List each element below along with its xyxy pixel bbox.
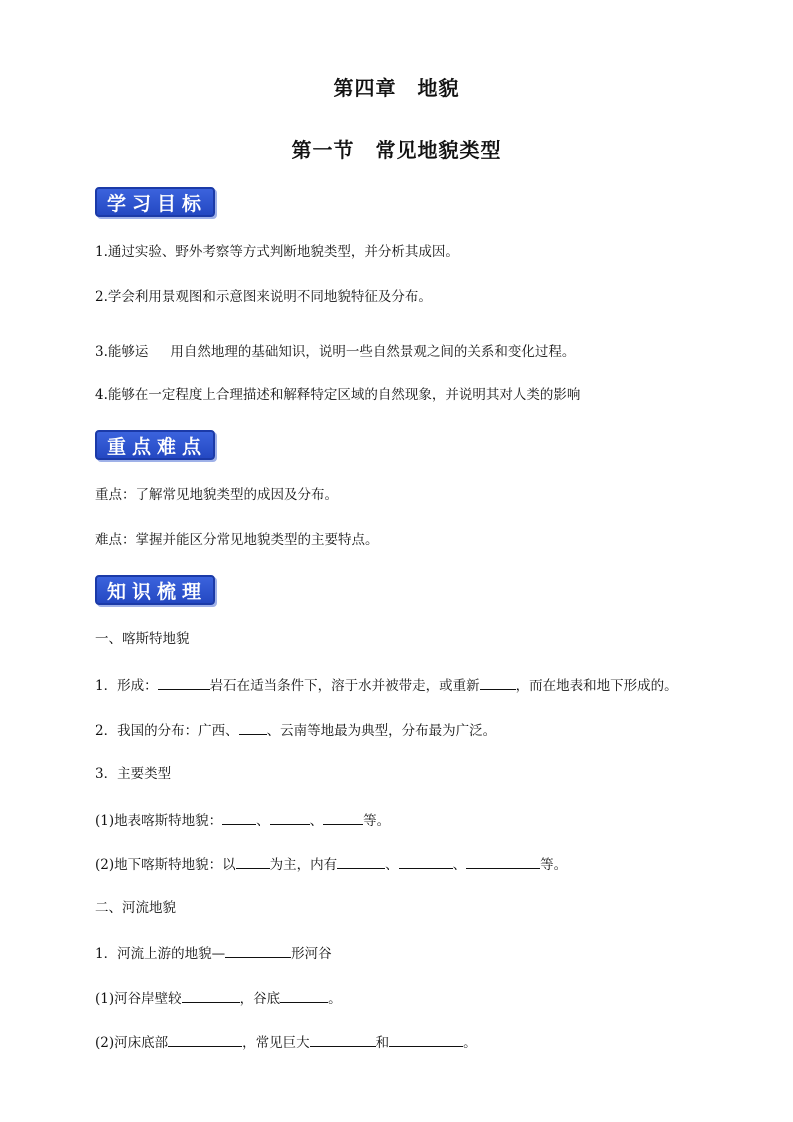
surface-end: 等。 (363, 813, 391, 829)
karst-formation (95, 675, 678, 695)
blank-underground-3[interactable] (466, 854, 540, 869)
objective-2: 2.学会利用景观图和示意图来说明不同地貌特征及分布。 (95, 289, 432, 305)
formation-end: ，而在地表和地下形成的。 (515, 678, 678, 694)
underground-end: 等。 (540, 857, 568, 873)
underground-karst (95, 854, 567, 874)
surface-label: (1)地表喀斯特地貌： (95, 813, 223, 829)
separator: 、 (256, 813, 270, 829)
objective-3-part-b: 用自然地理的基础知识，说明一些自然景观之间的关系和变化过程。 (170, 344, 576, 360)
blank-bed-last[interactable] (389, 1032, 463, 1047)
objective-3-part-a: 3.能够运 (95, 344, 149, 360)
blank-deposition[interactable] (480, 675, 516, 690)
river-heading: 二、河流地貌 (95, 900, 176, 916)
focus-point: 重点：了解常见地貌类型的成因及分布。 (95, 487, 338, 503)
blank-province[interactable] (239, 720, 267, 735)
upstream-end: 形河谷 (291, 946, 332, 962)
objectives-badge: 学习目标 (95, 187, 215, 217)
separator: 、 (309, 813, 324, 829)
blank-valley-shape[interactable] (225, 943, 291, 958)
bed-text: ，常见巨大 (242, 1035, 310, 1051)
knowledge-badge: 知识梳理 (95, 575, 215, 605)
objective-4: 4.能够在一定程度上合理描述和解释特定区域的自然现象，并说明其对人类的影响 (95, 387, 581, 403)
keypoints-badge: 重点难点 (95, 430, 215, 460)
blank-valley-wall[interactable] (182, 988, 240, 1003)
section-title: 第一节 常见地貌类型 (291, 138, 502, 162)
blank-bed-bottom[interactable] (168, 1032, 242, 1047)
formation-label: 1．形成： (95, 678, 158, 694)
blank-valley-bottom[interactable] (280, 988, 328, 1003)
underground-label: (2)地下喀斯特地貌：以 (95, 857, 236, 873)
blank-underground-2[interactable] (399, 854, 453, 869)
difficulty-point: 难点：掌握并能区分常见地貌类型的主要特点。 (95, 532, 379, 548)
chapter-title: 第四章 地貌 (333, 76, 460, 100)
distribution-text: 、云南等地最为典型，分布最为广泛。 (266, 723, 497, 739)
karst-heading: 一、喀斯特地貌 (95, 631, 190, 647)
river-upstream (95, 943, 332, 963)
blank-underground-1[interactable] (337, 854, 385, 869)
distribution-label: 2．我国的分布：广西、 (95, 723, 239, 739)
blank-bed-large[interactable] (310, 1032, 376, 1047)
karst-distribution (95, 720, 496, 740)
objective-1: 1.通过实验、野外考察等方式判断地貌类型，并分析其成因。 (95, 244, 459, 260)
formation-text: 岩石在适当条件下，溶于水并被带走，或重新 (209, 678, 480, 694)
upstream-label: 1．河流上游的地貌— (95, 946, 226, 962)
valley-label: (1)河谷岸壁较 (95, 991, 182, 1007)
surface-karst (95, 810, 390, 830)
river-bed (95, 1032, 477, 1052)
bed-end: 。 (463, 1035, 477, 1051)
karst-types-heading: 3．主要类型 (95, 766, 172, 782)
underground-text: 为主，内有 (269, 857, 338, 873)
river-valley (95, 988, 342, 1008)
blank-underground-main[interactable] (236, 854, 270, 869)
objective-3 (95, 343, 575, 361)
valley-text: ，谷底 (239, 991, 281, 1007)
blank-surface-2[interactable] (270, 810, 310, 825)
separator: 、 (452, 857, 467, 873)
bed-label: (2)河床底部 (95, 1035, 169, 1051)
blank-rock-type[interactable] (158, 675, 210, 690)
valley-end: 。 (328, 991, 342, 1007)
separator: 、 (385, 857, 399, 873)
blank-surface-3[interactable] (323, 810, 363, 825)
blank-surface-1[interactable] (222, 810, 256, 825)
bed-and: 和 (375, 1035, 390, 1051)
